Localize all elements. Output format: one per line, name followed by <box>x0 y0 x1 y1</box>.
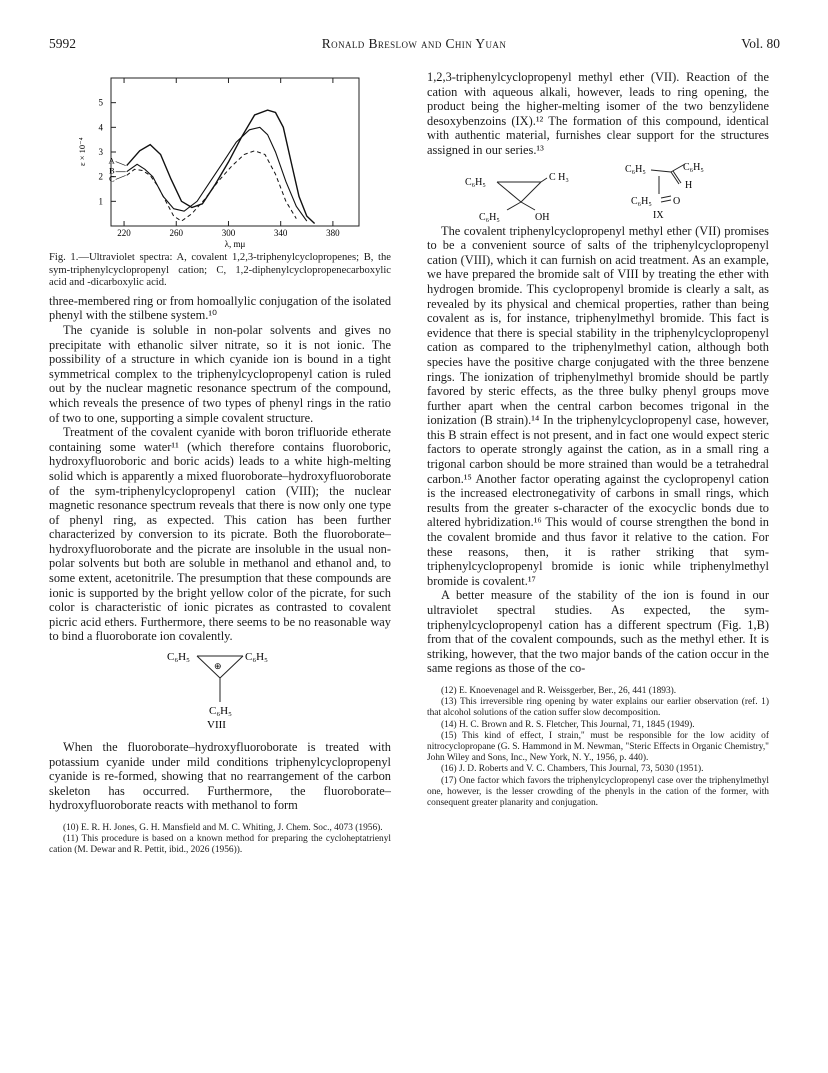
ix-oxygen: O <box>673 195 681 207</box>
left-column <box>49 70 391 857</box>
footnote-10: (10) E. R. H. Jones, G. H. Mansfield and M. C. Whiting, J. Chem. Soc., 4073 (1956). <box>63 823 383 833</box>
y-tick-label: 3 <box>98 147 103 157</box>
structure-viii <box>49 644 391 740</box>
x-tick-label: 340 <box>273 228 288 238</box>
series-label-leader-A <box>116 162 126 166</box>
chart-series-labels <box>109 156 126 184</box>
chart-frame <box>108 78 359 226</box>
volume-label: Vol. 80 <box>741 36 780 51</box>
footnote-15: (15) This kind of effect, I strain," must be responsible for the low acidity of nitrocyclopropane (G. S. Hammond in M. Newman, "Steric Effects in Organic Chemistry," John Wiley and Sons, Inc., New York, N. Y., 1956, p. 440). <box>427 730 769 764</box>
chart-y-axis-label: ε × 10⁻⁴ <box>77 137 87 166</box>
ix-phenyl-2: C₆H₅ <box>683 161 704 173</box>
right-column <box>427 70 769 809</box>
ix-phenyl-3: C₆H₅ <box>631 195 652 207</box>
viii-phenyl-left: C₆H₅ <box>167 651 190 664</box>
page-number: 5992 <box>49 36 76 51</box>
series-label-C: C <box>108 173 115 184</box>
uv-spectra-chart <box>49 70 391 250</box>
viii-positive-charge: ⊕ <box>214 661 222 672</box>
left-paragraph-1: three-membered ring or from homoallylic conjugation of the isolated phenyl with the stilbene system.¹⁰ <box>49 293 392 323</box>
right-paragraph-2: The covalent triphenylcyclopropenyl methyl ether (VII) promises to be a convenient source of salts of the triphenylcyclopropenyl cation (VIII), which it can furnish on acid treatment. As an example, we have prepared the bromide salt of VIII by treating the ether with hydrogen bromide. This cyclopropenyl bromide is clearly a salt, as revealed by its physical and chemical properties, rather than being covalent as is, for instance, triphenylmethyl bromide. This fact is evidence that there is special stability in the triphenylcyclopropenyl cation as compared to the triphenylmethyl cation, although both species have the positive charge conjugated with the three benzene rings. The ionization of triphenylmethyl bromide should be partly favored by steric effects, as the three bulky phenyl groups move further apart when the central carbon becomes trigonal in the ionization (B strain).¹⁴ In the triphenylcyclopropenyl case, however, this B strain effect is not present, and in fact one would expect steric factors to operate strongly against the cation, as in a small ring a trigonal carbon should be more strained than would be a tetrahedral carbon.¹⁵ Another factor operating against the cyclopropenyl cation is the increased electronegativity of carbons in small rings, which results from the greater s-character of the exocyclic bonds due to altered hybridization.¹⁶ This would of course strengthen the bond in the covalent bromide and thus favor it relative to the cation. For these reasons, then, it is rather striking that sym-triphenylcyclopropenyl bromide is ionic while triphenylmethyl bromide is covalent.¹⁷ <box>427 223 769 588</box>
ix-phenyl-1: C₆H₅ <box>625 163 646 175</box>
left-footnotes <box>49 823 391 857</box>
figure-caption: Fig. 1.—Ultraviolet spectra: A, covalent 1,2,3-triphenylcyclopropenes; B, the sym-triphenylcyclopropenyl cation; C, 1,2-diphenylcyclopropenecarboxylic acid and -dicarboxylic acid. <box>49 252 391 289</box>
x-tick-label: 300 <box>221 228 236 238</box>
left-paragraph-2: The cyanide is soluble in non-polar solvents and gives no precipitate with ethanolic silver nitrate, so it is not ionic. The possibility of a structure in which cyanide ion is bound in a tight symmetrical complex to the triphenylcyclopropenyl cation is ruled out by the nuclear magnetic resonance spectrum of the compound, which reveals the presence of two types of phenyl rings in the ratio of two to one, supporting a simple covalent structure. <box>49 322 391 425</box>
left-paragraph-3: Treatment of the covalent cyanide with boron trifluoride etherate containing some water¹¹ (which therefore contains fluoroboric, hydroxyfluoroboric and boric acids) leads to a white high-melting solid which is apparently a mixed fluoroborate–hydroxyfluoroborate of the sym-triphenylcyclopropenyl cation (VIII); the nuclear magnetic resonance spectrum reveals that there is now only one type of phenyl ring, as expected. This cation has been further characterized by conversion to its picrate. Both the fluoroborate–hydroxyfluoroborate and the picrate are insoluble in the usual non-polar solvents but both are soluble in methanol and ethanol and, to some extent, acetonitrile. The presumption that these compounds are ionic is supported by the bright yellow color of the picrate, for such color is characteristic of ionic picrates as contrasted to covalent picric acid ethers. Furthermore, there seems to be no reasonable way to bind a fluoroborate ion covalently. <box>49 425 391 644</box>
footnote-16: (16) J. D. Roberts and V. C. Chambers, This Journal, 73, 5030 (1951). <box>441 764 704 775</box>
right-paragraph-1: 1,2,3-triphenylcyclopropenyl methyl ether (VII). Reaction of the cation with aqueous alkali, however, leads to ring opening, the product being the higher-melting isomer of the two benzylidene desoxybenzoins (IX).¹² The formation of this compound, identical with authentic material, furnishes clear support for the structures assigned in our series.¹³ <box>427 70 769 157</box>
series-label-leader-C <box>116 175 126 179</box>
x-tick-label: 260 <box>169 228 184 238</box>
chart-series <box>127 110 315 223</box>
x-tick-label: 220 <box>117 228 131 238</box>
viii-label: VIII <box>207 719 226 732</box>
y-tick-label: 4 <box>98 122 103 133</box>
y-tick-label: 2 <box>98 171 103 182</box>
vii-methyl: C H₃ <box>549 171 569 183</box>
right-paragraph-3: A better measure of the stability of the ion is found in our ultraviolet spectral studies. As expected, the sym-triphenylcyclopropenyl cation has a different spectrum (Fig. 1,B) from that of the covalent compounds, such as the methyl ether. It is striking, however, that the two major bands of the cation occur in the same regions as those of the co- <box>427 588 769 676</box>
series-line-C <box>127 151 297 221</box>
chart-plot-border <box>108 78 359 226</box>
structures-vii-ix <box>427 158 769 224</box>
viii-phenyl-right: C₆H₅ <box>245 651 268 664</box>
chart-ticks <box>99 78 341 238</box>
chart-x-axis-label: λ, mμ <box>224 239 246 249</box>
left-paragraph-4: When the fluoroborate–hydroxyfluoroborate is treated with potassium cyanide under mild conditions triphenylcyclopropenyl cyanide is re-formed, showing that no rearrangement of the carbon skeleton has occurred. Furthermore, the fluoroborate–hydroxyfluoroborate reacts with methanol to form <box>49 740 391 813</box>
series-label-B: B <box>108 165 115 176</box>
y-tick-label: 5 <box>98 97 103 108</box>
series-line-B <box>127 127 307 221</box>
footnote-11: (11) This procedure is based on a known method for preparing the cycloheptatrienyl cation (M. Dewar and R. Pettit, ibid., 2026 (1956)). <box>49 834 391 856</box>
viii-phenyl-bottom: C₆H₅ <box>209 705 232 718</box>
ix-hydrogen: H <box>685 179 693 191</box>
right-footnotes <box>427 686 769 809</box>
vii-phenyl-left: C₆H₅ <box>465 176 486 188</box>
footnote-17: (17) One factor which favors the triphenylcyclopropenyl case over the triphenylmethyl one, however, is the lesser crowding of the phenyls in the cation of the former, with consequent greater planarity and conjugation. <box>427 775 769 808</box>
running-head-authors: Ronald Breslow and Chin Yuan <box>321 36 507 51</box>
footnote-13: (13) This irreversible ring opening by water explains our earlier observation (ref. 1) that alcohol solutions of the cation suffer slow decomposition. <box>427 697 769 719</box>
vii-hydroxyl: OH <box>535 211 550 223</box>
footnote-12: (12) E. Knoevenagel and R. Weissgerber, Ber., 26, 441 (1893). <box>441 685 677 696</box>
footnote-14: (14) H. C. Brown and R. S. Fletcher, This Journal, 71, 1845 (1949). <box>441 719 695 730</box>
y-tick-label: 1 <box>98 196 103 207</box>
series-label-A: A <box>108 155 115 166</box>
ix-label: IX <box>653 209 664 221</box>
x-tick-label: 380 <box>326 228 340 238</box>
vii-phenyl-bottom: C₆H₅ <box>479 211 500 223</box>
